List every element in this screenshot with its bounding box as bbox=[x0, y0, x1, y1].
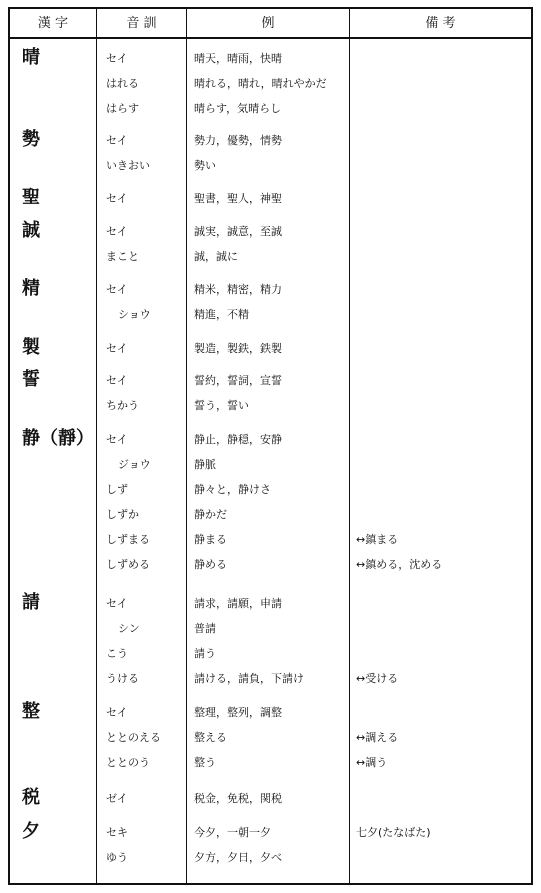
header-kanji: 漢 字 bbox=[37, 16, 69, 31]
reading-cell: ちかう bbox=[106, 399, 139, 412]
example-cell: 誓う，誓い bbox=[194, 399, 249, 412]
example-cell: 静々と，静けさ bbox=[194, 483, 271, 496]
reading-cell: セイ bbox=[106, 597, 128, 610]
column-divider bbox=[349, 7, 350, 885]
example-cell: 夕方，夕日，夕べ bbox=[194, 851, 282, 864]
example-cell: 請求，請願，申請 bbox=[194, 597, 282, 610]
reading-cell: セイ bbox=[106, 342, 128, 355]
reading-cell: ジョウ bbox=[118, 458, 151, 471]
note-cell: ↔調える bbox=[356, 731, 399, 744]
example-cell: 晴天，晴雨，快晴 bbox=[194, 52, 282, 65]
column-divider bbox=[96, 7, 97, 885]
kanji-cell: 製 bbox=[22, 337, 40, 358]
note-cell: ↔受ける bbox=[356, 672, 399, 685]
header-example: 例 bbox=[261, 16, 275, 31]
example-cell: 今夕，一朝一夕 bbox=[194, 826, 271, 839]
example-cell: 税金，免税，関税 bbox=[194, 792, 282, 805]
reading-cell: シン bbox=[118, 622, 140, 635]
reading-cell: はれる bbox=[106, 77, 139, 90]
note-cell: 七夕(たなばた) bbox=[356, 826, 431, 839]
example-cell: 晴れる，晴れ，晴れやかだ bbox=[194, 77, 327, 90]
reading-cell: ととのえる bbox=[106, 731, 161, 744]
kanji-cell: 誠 bbox=[22, 220, 40, 241]
example-cell: 誠実，誠意，至誠 bbox=[194, 225, 282, 238]
example-cell: 静かだ bbox=[194, 508, 227, 521]
kanji-cell: 聖 bbox=[22, 187, 40, 208]
reading-cell: セイ bbox=[106, 225, 128, 238]
reading-cell: こう bbox=[106, 647, 128, 660]
example-cell: 精進，不精 bbox=[194, 308, 249, 321]
example-cell: 請ける，請負，下請け bbox=[194, 672, 304, 685]
example-cell: 静止，静穏，安静 bbox=[194, 433, 282, 446]
example-cell: 整理，整列，調整 bbox=[194, 706, 282, 719]
kanji-cell: 請 bbox=[22, 592, 40, 613]
example-cell: 製造，製鉄，鉄製 bbox=[194, 342, 282, 355]
reading-cell: セキ bbox=[106, 826, 128, 839]
reading-cell: ととのう bbox=[106, 756, 150, 769]
reading-cell: セイ bbox=[106, 134, 128, 147]
example-cell: 普請 bbox=[194, 622, 216, 635]
kanji-cell: 勢 bbox=[22, 129, 40, 150]
kanji-cell: 晴 bbox=[22, 47, 40, 68]
example-cell: 静まる bbox=[194, 533, 227, 546]
example-cell: 精米，精密，精力 bbox=[194, 283, 282, 296]
example-cell: 整える bbox=[194, 731, 227, 744]
reading-cell: セイ bbox=[106, 52, 128, 65]
kanji-cell: 誓 bbox=[22, 369, 40, 390]
note-cell: ↔調う bbox=[356, 756, 388, 769]
kanji-cell: 精 bbox=[22, 278, 40, 299]
reading-cell: まこと bbox=[106, 250, 139, 263]
kanji-cell: 整 bbox=[22, 701, 40, 722]
reading-cell: しずめる bbox=[106, 558, 150, 571]
example-cell: 勢い bbox=[194, 159, 216, 172]
example-cell: 誠，誠に bbox=[194, 250, 238, 263]
reading-cell: セイ bbox=[106, 283, 128, 296]
example-cell: 誓約，誓詞，宣誓 bbox=[194, 374, 282, 387]
reading-cell: ゼイ bbox=[106, 792, 128, 805]
reading-cell: いきおい bbox=[106, 159, 150, 172]
reading-cell: はらす bbox=[106, 102, 139, 115]
reading-cell: しずか bbox=[106, 508, 139, 521]
reading-cell: セイ bbox=[106, 706, 128, 719]
reading-cell: ゆう bbox=[106, 851, 128, 864]
reading-cell: セイ bbox=[106, 192, 128, 205]
header-onkun: 音 訓 bbox=[126, 16, 157, 31]
reading-cell: セイ bbox=[106, 374, 128, 387]
header-notes: 備 考 bbox=[425, 16, 456, 31]
note-cell: ↔鎮める，沈める bbox=[356, 558, 443, 571]
kanji-cell: 静（靜） bbox=[22, 428, 94, 449]
kanji-cell: 夕 bbox=[22, 821, 40, 842]
example-cell: 聖書，聖人，神聖 bbox=[194, 192, 282, 205]
reading-cell: うける bbox=[106, 672, 139, 685]
note-cell: ↔鎮まる bbox=[356, 533, 399, 546]
reading-cell: セイ bbox=[106, 433, 128, 446]
reading-cell: しず bbox=[106, 483, 128, 496]
kanji-cell: 税 bbox=[22, 787, 40, 808]
example-cell: 整う bbox=[194, 756, 216, 769]
example-cell: 静脈 bbox=[194, 458, 216, 471]
example-cell: 請う bbox=[194, 647, 216, 660]
example-cell: 静める bbox=[194, 558, 227, 571]
example-cell: 勢力，優勢，情勢 bbox=[194, 134, 282, 147]
column-divider bbox=[186, 7, 187, 885]
reading-cell: ショウ bbox=[118, 308, 151, 321]
reading-cell: しずまる bbox=[106, 533, 150, 546]
example-cell: 晴らす，気晴らし bbox=[194, 102, 282, 115]
